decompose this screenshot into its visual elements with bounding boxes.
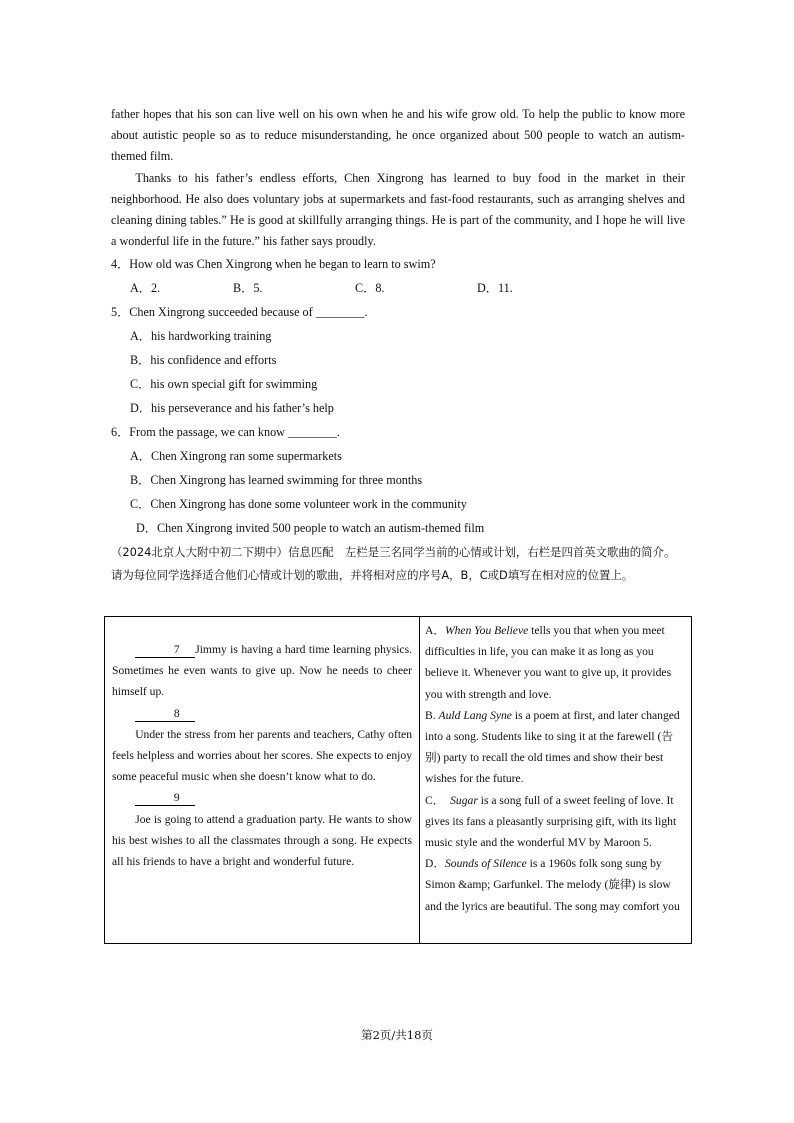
page-number-footer: 第2页/共18页 bbox=[361, 1028, 433, 1042]
song-a-title: When You Believe bbox=[444, 624, 529, 637]
song-b bbox=[425, 705, 686, 790]
song-d bbox=[425, 853, 686, 917]
reading-passage bbox=[111, 104, 685, 252]
question-4-option-a: A．2. bbox=[130, 281, 161, 295]
answer-blank-7[interactable]: 7 bbox=[135, 642, 195, 658]
song-a bbox=[425, 620, 686, 705]
question-6-option-b: B．Chen Xingrong has learned swimming for three months bbox=[130, 473, 423, 487]
song-b-description: is a poem at first, and later changed into a song. Students like to sing it at the farewell (告别) party to recall the old times and show their best wishes for the future. bbox=[425, 708, 680, 786]
song-d-letter: D． bbox=[425, 857, 445, 871]
question-6-option-c: C．Chen Xingrong has done some volunteer work in the community bbox=[130, 497, 467, 511]
student-7-text: Jimmy is having a hard time learning physics. Sometimes he even wants to give up. Now he needs to cheer himself up. bbox=[112, 643, 412, 699]
song-d-description: is a 1960s folk song sung by Simon &amp; Garfunkel. The melody (旋律) is slow and the lyrics are beautiful. The song may comfort you bbox=[425, 857, 680, 913]
student-8-text: Under the stress from her parents and teachers, Cathy often feels helpless and worries about her scores. She expects to enjoy some peaceful music when she doesn’t know what to do. bbox=[112, 727, 412, 784]
question-4-option-d: D．11. bbox=[477, 281, 513, 295]
matching-section-intro: （2024北京人大附中初二下期中）信息匹配 左栏是三名同学当前的心情或计划，右栏是四首英文歌曲的简介。请为每位同学选择适合他们心情或计划的歌曲，并将相对应的序号A，B，C或D填写在相对应的位置上。 bbox=[111, 545, 676, 582]
songs-column bbox=[420, 617, 692, 944]
student-entry-9 bbox=[112, 787, 412, 872]
question-5-option-d: D．his perseverance and his father’s help bbox=[130, 401, 334, 415]
question-4-option-b: B．5. bbox=[233, 281, 263, 295]
passage-paragraph-2: Thanks to his father’s endless efforts, Chen Xingrong has learned to buy food in the market in their neighborhood. He also does voluntary jobs at supermarkets and fast-food restaurants, such as arranging shelves and cleaning dining tables.” He is good at skillfully arranging things. He is part of the community, and I hope he will live a wonderful life in the future.” his father says proudly. bbox=[111, 170, 685, 249]
question-6-option-d: D．Chen Xingrong invited 500 people to watch an autism-themed film bbox=[136, 521, 485, 535]
answer-blank-9[interactable]: 9 bbox=[135, 790, 195, 806]
song-b-letter: B. bbox=[425, 708, 439, 722]
question-5-stem: 5．Chen Xingrong succeeded because of ________. bbox=[111, 305, 368, 319]
question-5-option-a: A．his hardworking training bbox=[130, 329, 272, 343]
question-4-option-c: C．8. bbox=[355, 281, 385, 295]
answer-blank-8[interactable]: 8 bbox=[135, 706, 195, 722]
song-b-title: Auld Lang Syne bbox=[438, 708, 512, 722]
song-a-letter: A． bbox=[425, 624, 445, 637]
question-5-option-b: B．his confidence and efforts bbox=[130, 353, 277, 367]
question-6-stem: 6．From the passage, we can know ________. bbox=[111, 425, 340, 439]
song-c-title: Sugar bbox=[450, 793, 478, 807]
student-entry-8 bbox=[112, 703, 412, 788]
song-d-title: Sounds of Silence bbox=[444, 857, 527, 871]
matching-table bbox=[104, 616, 692, 944]
song-c-description: is a song full of a sweet feeling of love. It gives its fans a pleasantly surprising gift, with its light music style and the wonderful MV by Maroon 5. bbox=[425, 793, 677, 850]
passage-paragraph-1: father hopes that his son can live well on his own when he and his wife grow old. To help the public to know more about autistic people so as to reduce misunderstanding, he once organized about 500 people to watch an autism-themed film. bbox=[111, 107, 685, 164]
question-6-option-a: A．Chen Xingrong ran some supermarkets bbox=[130, 449, 342, 463]
question-4-stem: 4．How old was Chen Xingrong when he began to learn to swim? bbox=[111, 257, 436, 271]
song-c-letter: C． bbox=[425, 793, 451, 807]
song-c bbox=[425, 790, 686, 854]
students-column bbox=[105, 617, 420, 944]
student-9-text: Joe is going to attend a graduation party. He wants to show his best wishes to all the classmates through a song. He expects all his friends to have a bright and wonderful future. bbox=[112, 812, 412, 869]
question-5-option-c: C．his own special gift for swimming bbox=[130, 377, 318, 391]
student-entry-7 bbox=[112, 639, 412, 703]
song-a-description: tells you that when you meet difficulties in life, you can make it as long as you believe it. Whenever you want to give up, it provides you with strength and love. bbox=[425, 624, 672, 701]
